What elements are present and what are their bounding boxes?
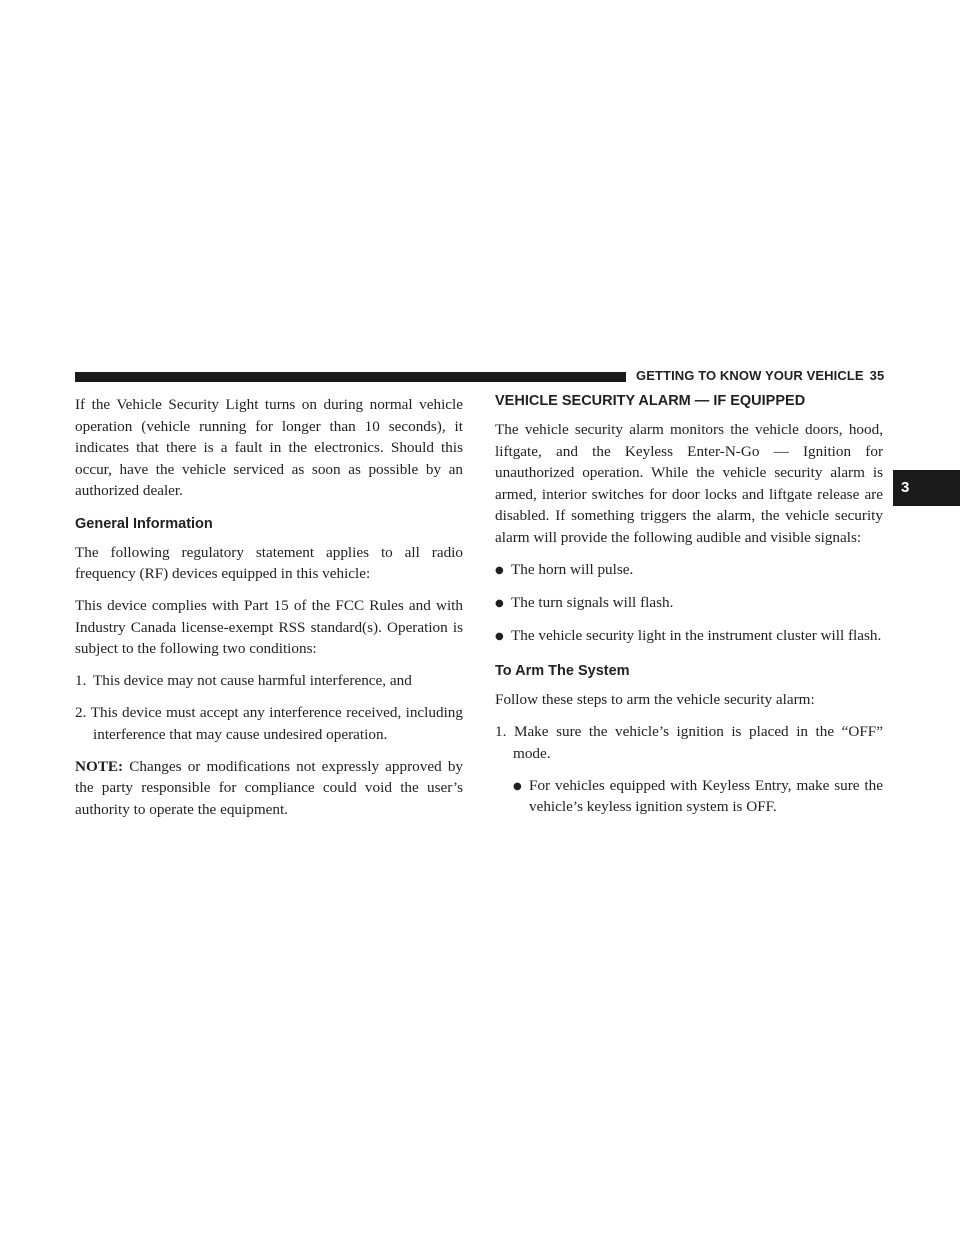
bullet-icon: ● (495, 597, 504, 609)
fcc-paragraph: This device complies with Part 15 of the FCC Rules and with Industry Canada license-exempt RSS standard(s). Operation is subject to the following two conditions: (75, 597, 463, 657)
bullet-icon: ● (513, 780, 522, 792)
running-header (636, 367, 886, 385)
arm-paragraph: Follow these steps to arm the vehicle security alarm: (495, 691, 815, 708)
regulatory-paragraph: The following regulatory statement applies to all radio frequency (RF) devices equipped in this vehicle: (75, 543, 463, 582)
list-item: ● The turn signals will flash. (495, 592, 883, 615)
note-text: Changes or modifications not expressly approved by the party responsible for compliance could void the user’s authority to operate the equipment. (75, 757, 464, 818)
left-column (75, 394, 463, 831)
right-column (495, 392, 883, 828)
header-rule (75, 372, 626, 382)
alarm-heading: VEHICLE SECURITY ALARM — IF EQUIPPED (495, 393, 806, 409)
list-item: ● For vehicles equipped with Keyless Entry, make sure the vehicle’s keyless ignition system is OFF. (513, 775, 883, 818)
list-item: ● The vehicle security light in the instrument cluster will flash. (495, 625, 883, 648)
bullet-icon: ● (495, 630, 504, 642)
note-paragraph (75, 756, 463, 821)
bullet-icon: ● (495, 564, 504, 576)
section-title: GETTING TO KNOW YOUR VEHICLE (636, 368, 864, 383)
list-item: ● The horn will pulse. (495, 559, 883, 582)
alarm-paragraph: The vehicle security alarm monitors the vehicle doors, hood, liftgate, and the Keyless Enter-N-Go — Ignition for unauthorized operation. While the vehicle security alarm is armed, interior switches for door locks and liftgate release are disabled. If something triggers the alarm, the vehicle security alarm will provide the following audible and visible signals: (495, 421, 883, 546)
arm-heading: To Arm The System (495, 663, 630, 679)
condition-item: 2. This device must accept any interference received, including interference that may cause undesired operation. (75, 704, 463, 743)
chapter-tab: 3 (893, 470, 960, 506)
intro-paragraph: If the Vehicle Security Light turns on during normal vehicle operation (vehicle running for longer than 10 seconds), it indicates that there is a fault in the electronics. Should this occur, have the vehicle serviced as soon as possible by an authorized dealer. (75, 396, 463, 499)
step-item: 1. Make sure the vehicle’s ignition is placed in the “OFF” mode. (495, 723, 883, 762)
note-label: NOTE: (75, 757, 124, 775)
general-information-heading: General Information (75, 515, 213, 532)
condition-item: 1. This device may not cause harmful interference, and (75, 672, 412, 689)
page-number: 35 (869, 368, 885, 383)
